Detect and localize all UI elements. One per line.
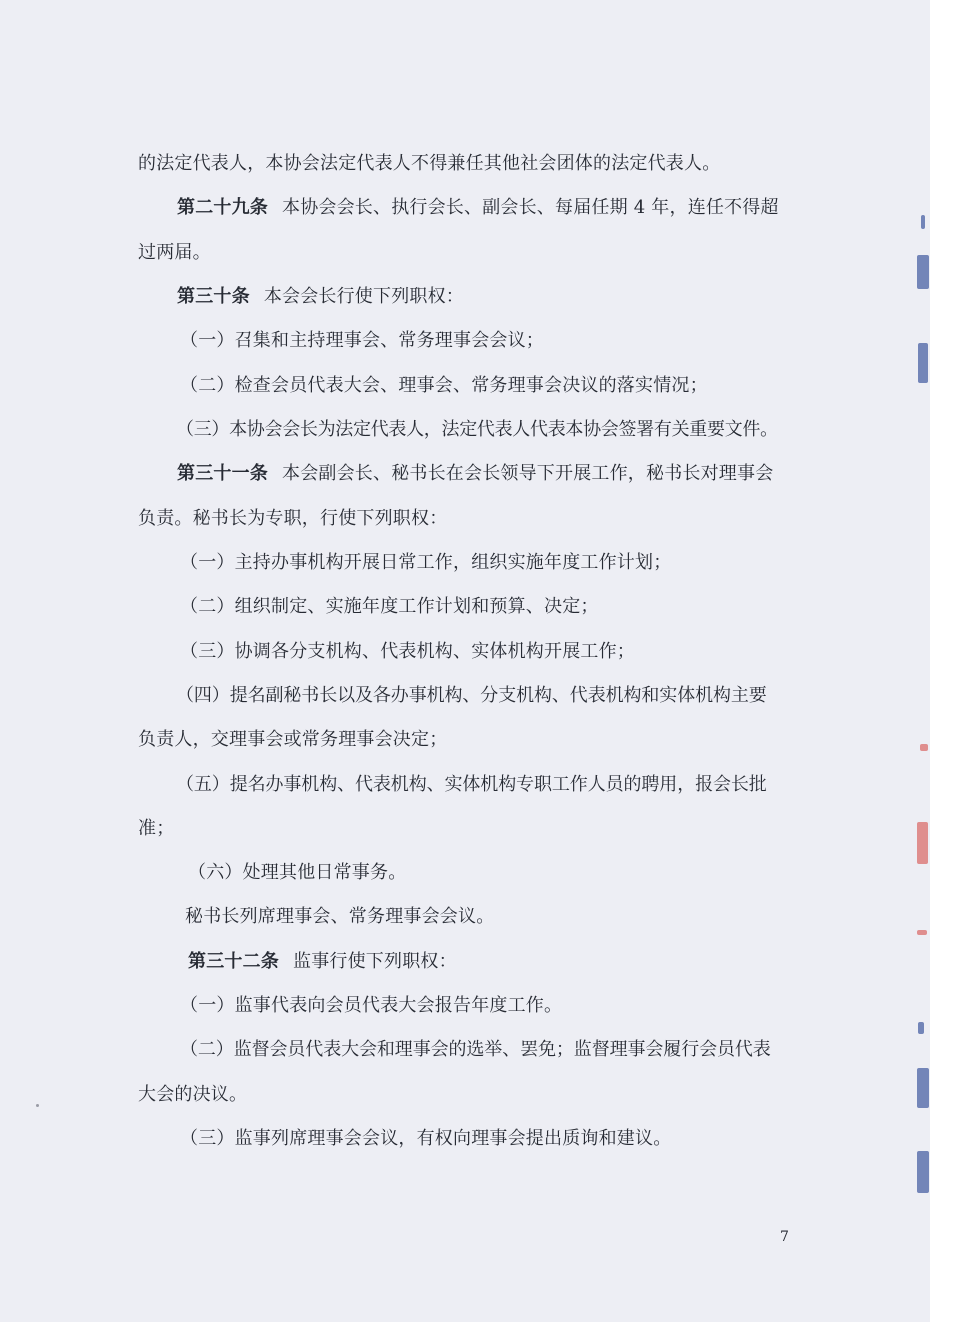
edge-stamp-mark bbox=[917, 1068, 929, 1108]
text-line-1: 的法定代表人，本协会法定代表人不得兼任其他社会团体的法定代表人。 bbox=[138, 153, 721, 174]
edge-stamp-mark bbox=[917, 255, 929, 289]
article-29-text: 本协会会长、执行会长、副会长、每届任期 4 年，连任不得超 bbox=[282, 197, 779, 218]
text-line-15: （五）提名办事机构、代表机构、实体机构专职工作人员的聘用，报会长批 bbox=[176, 774, 767, 795]
text-line-5: （一）召集和主持理事会、常务理事会会议； bbox=[180, 330, 544, 351]
article-32-text: 监事行使下列职权： bbox=[293, 951, 457, 972]
text-line-9: 负责。秘书长为专职，行使下列职权： bbox=[138, 508, 448, 529]
text-line-17: （六）处理其他日常事务。 bbox=[188, 862, 407, 883]
edge-stamp-mark bbox=[917, 930, 927, 935]
page-number: 7 bbox=[780, 1229, 789, 1245]
article-30-heading: 第三十条 bbox=[177, 286, 250, 307]
article-29-line bbox=[177, 196, 779, 220]
text-line-3: 过两届。 bbox=[138, 242, 211, 263]
edge-stamp-mark bbox=[921, 215, 925, 229]
text-line-21: （二）监督会员代表大会和理事会的选举、罢免；监督理事会履行会员代表 bbox=[180, 1039, 771, 1060]
article-29-heading: 第二十九条 bbox=[177, 197, 268, 218]
edge-stamp-mark bbox=[918, 1022, 924, 1034]
article-30-text: 本会会长行使下列职权： bbox=[263, 286, 465, 307]
edge-stamp-mark bbox=[920, 744, 928, 751]
text-line-23: （三）监事列席理事会会议，有权向理事会提出质询和建议。 bbox=[180, 1128, 672, 1149]
text-line-10: （一）主持办事机构开展日常工作，组织实施年度工作计划； bbox=[180, 552, 672, 573]
scan-edge bbox=[930, 0, 960, 1322]
text-line-7: （三）本协会会长为法定代表人，法定代表人代表本协会签署有关重要文件。 bbox=[176, 419, 778, 440]
article-31-line bbox=[177, 462, 773, 486]
article-32-heading: 第三十二条 bbox=[188, 951, 279, 972]
text-line-13: （四）提名副秘书长以及各办事机构、分支机构、代表机构和实体机构主要 bbox=[176, 685, 767, 706]
text-line-20: （一）监事代表向会员代表大会报告年度工作。 bbox=[180, 995, 563, 1016]
edge-stamp-mark bbox=[918, 343, 928, 383]
text-line-16: 准； bbox=[138, 818, 175, 839]
article-30-line bbox=[177, 285, 464, 309]
edge-stamp-mark bbox=[917, 822, 928, 864]
text-line-11: （二）组织制定、实施年度工作计划和预算、决定； bbox=[180, 596, 599, 617]
article-32-line bbox=[188, 950, 457, 974]
text-line-18: 秘书长列席理事会、常务理事会会议。 bbox=[185, 906, 495, 927]
text-line-12: （三）协调各分支机构、代表机构、实体机构开展工作； bbox=[180, 641, 635, 662]
article-31-heading: 第三十一条 bbox=[177, 463, 268, 484]
article-31-text: 本会副会长、秘书长在会长领导下开展工作，秘书长对理事会 bbox=[282, 463, 774, 484]
text-line-22: 大会的决议。 bbox=[138, 1084, 248, 1105]
edge-stamp-mark bbox=[917, 1151, 929, 1193]
scan-dot bbox=[36, 1104, 39, 1107]
text-line-6: （二）检查会员代表大会、理事会、常务理事会决议的落实情况； bbox=[180, 375, 708, 396]
text-line-14: 负责人，交理事会或常务理事会决定； bbox=[138, 729, 448, 750]
